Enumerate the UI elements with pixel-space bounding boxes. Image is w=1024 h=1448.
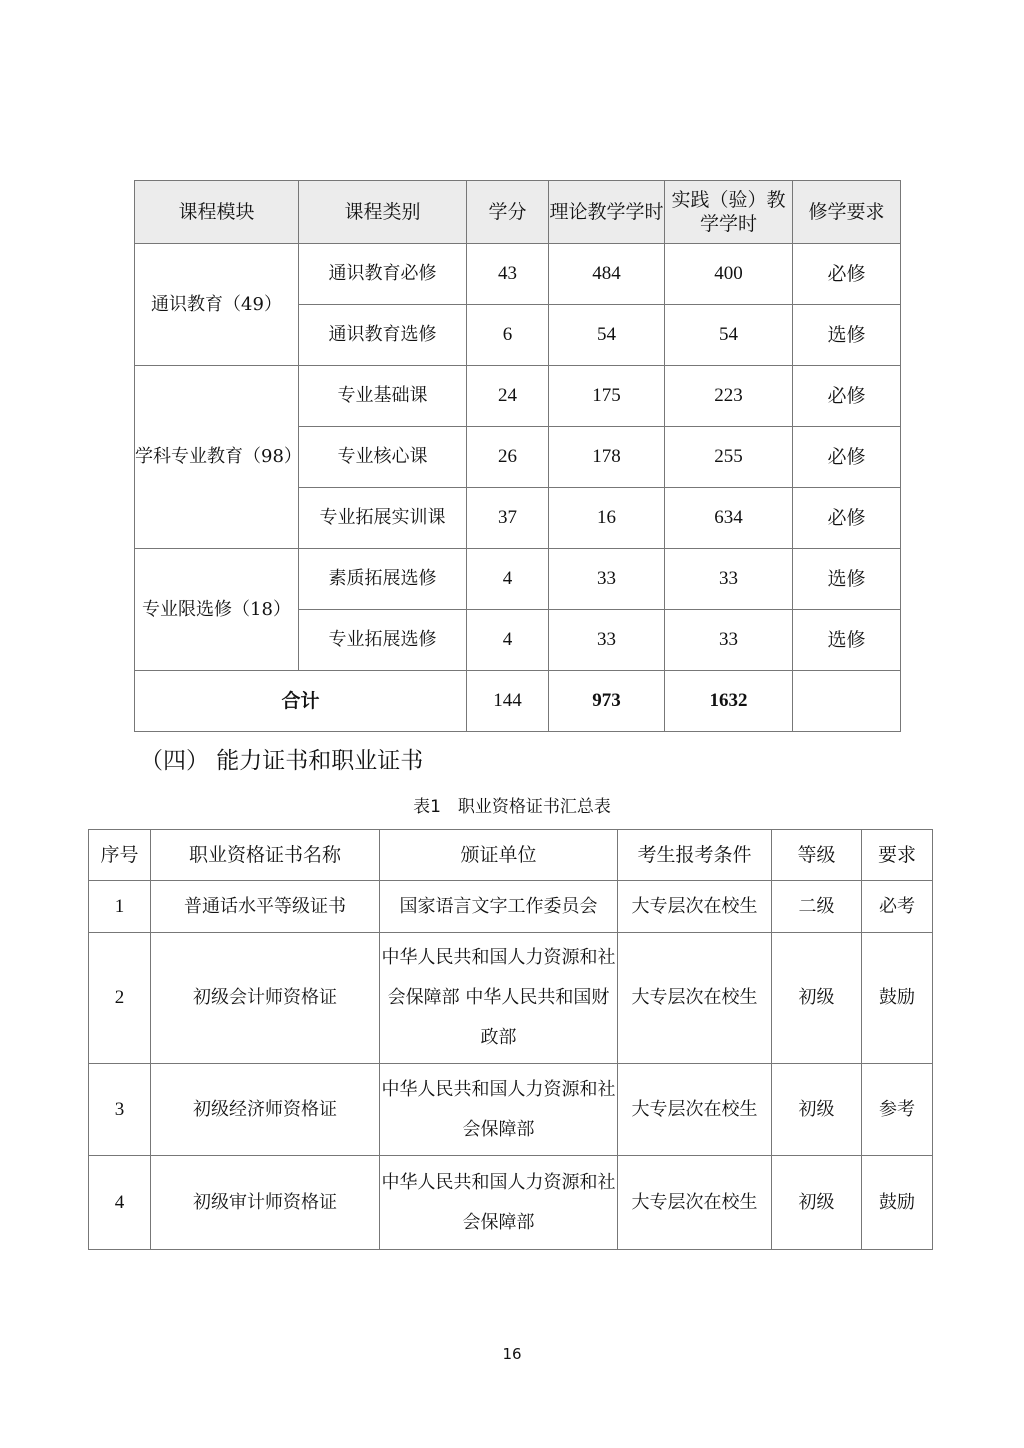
data-cell: 专业拓展选修 xyxy=(299,610,467,671)
data-cell: 选修 xyxy=(793,305,901,366)
total-practice: 1632 xyxy=(665,671,793,732)
data-cell: 16 xyxy=(549,488,665,549)
data-cell: 中华人民共和国人力资源和社会保障部 xyxy=(380,1064,618,1156)
column-header: 实践（验）教学学时 xyxy=(665,181,793,244)
table-row xyxy=(89,933,933,1064)
table-row xyxy=(135,366,901,427)
data-cell: 634 xyxy=(665,488,793,549)
data-cell: 26 xyxy=(467,427,549,488)
empty-cell xyxy=(793,671,901,732)
data-cell: 初级 xyxy=(772,1064,862,1156)
data-cell: 2 xyxy=(89,933,151,1064)
data-cell: 鼓励 xyxy=(862,1156,933,1250)
data-cell: 选修 xyxy=(793,549,901,610)
data-cell: 175 xyxy=(549,366,665,427)
data-cell: 4 xyxy=(89,1156,151,1250)
column-header: 课程类别 xyxy=(299,181,467,244)
module-cell: 专业限选修（18） xyxy=(135,549,299,671)
section-title: （四） 能力证书和职业证书 xyxy=(140,748,424,774)
certificate-table xyxy=(88,829,933,1250)
data-cell: 二级 xyxy=(772,881,862,933)
header-row xyxy=(89,830,933,881)
data-cell: 1 xyxy=(89,881,151,933)
data-cell: 大专层次在校生 xyxy=(618,1064,772,1156)
data-cell: 普通话水平等级证书 xyxy=(151,881,380,933)
column-header: 课程模块 xyxy=(135,181,299,244)
table-row xyxy=(89,1064,933,1156)
total-row xyxy=(135,671,901,732)
data-cell: 必修 xyxy=(793,427,901,488)
data-cell: 中华人民共和国人力资源和社会保障部 中华人民共和国财政部 xyxy=(380,933,618,1064)
data-cell: 必修 xyxy=(793,366,901,427)
table-row xyxy=(89,1156,933,1250)
column-header: 修学要求 xyxy=(793,181,901,244)
data-cell: 33 xyxy=(549,610,665,671)
data-cell: 400 xyxy=(665,244,793,305)
data-cell: 大专层次在校生 xyxy=(618,933,772,1064)
module-cell: 通识教育（49） xyxy=(135,244,299,366)
column-header: 考生报考条件 xyxy=(618,830,772,881)
data-cell: 通识教育选修 xyxy=(299,305,467,366)
data-cell: 3 xyxy=(89,1064,151,1156)
data-cell: 255 xyxy=(665,427,793,488)
data-cell: 必修 xyxy=(793,244,901,305)
data-cell: 33 xyxy=(665,549,793,610)
data-cell: 通识教育必修 xyxy=(299,244,467,305)
header-row xyxy=(135,181,901,244)
data-cell: 178 xyxy=(549,427,665,488)
table-caption: 表1 职业资格证书汇总表 xyxy=(413,797,611,817)
table-row xyxy=(135,549,901,610)
table-row xyxy=(135,244,901,305)
data-cell: 223 xyxy=(665,366,793,427)
total-credits: 144 xyxy=(467,671,549,732)
data-cell: 参考 xyxy=(862,1064,933,1156)
data-cell: 国家语言文字工作委员会 xyxy=(380,881,618,933)
data-cell: 大专层次在校生 xyxy=(618,1156,772,1250)
column-header: 职业资格证书名称 xyxy=(151,830,380,881)
data-cell: 大专层次在校生 xyxy=(618,881,772,933)
column-header: 颁证单位 xyxy=(380,830,618,881)
data-cell: 4 xyxy=(467,610,549,671)
page-number: 16 xyxy=(502,1345,522,1363)
column-header: 要求 xyxy=(862,830,933,881)
table-row xyxy=(89,881,933,933)
module-cell: 学科专业教育（98） xyxy=(135,366,299,549)
data-cell: 中华人民共和国人力资源和社会保障部 xyxy=(380,1156,618,1250)
column-header: 学分 xyxy=(467,181,549,244)
data-cell: 鼓励 xyxy=(862,933,933,1064)
data-cell: 专业拓展实训课 xyxy=(299,488,467,549)
data-cell: 初级经济师资格证 xyxy=(151,1064,380,1156)
data-cell: 初级 xyxy=(772,1156,862,1250)
data-cell: 专业基础课 xyxy=(299,366,467,427)
data-cell: 素质拓展选修 xyxy=(299,549,467,610)
data-cell: 必考 xyxy=(862,881,933,933)
data-cell: 4 xyxy=(467,549,549,610)
data-cell: 54 xyxy=(549,305,665,366)
column-header: 序号 xyxy=(89,830,151,881)
data-cell: 选修 xyxy=(793,610,901,671)
data-cell: 24 xyxy=(467,366,549,427)
column-header: 等级 xyxy=(772,830,862,881)
data-cell: 必修 xyxy=(793,488,901,549)
data-cell: 初级审计师资格证 xyxy=(151,1156,380,1250)
data-cell: 初级 xyxy=(772,933,862,1064)
curriculum-table xyxy=(134,180,901,732)
data-cell: 37 xyxy=(467,488,549,549)
column-header: 理论教学学时 xyxy=(549,181,665,244)
total-label: 合计 xyxy=(135,671,467,732)
data-cell: 6 xyxy=(467,305,549,366)
total-theory: 973 xyxy=(549,671,665,732)
data-cell: 54 xyxy=(665,305,793,366)
data-cell: 初级会计师资格证 xyxy=(151,933,380,1064)
data-cell: 33 xyxy=(549,549,665,610)
data-cell: 43 xyxy=(467,244,549,305)
data-cell: 484 xyxy=(549,244,665,305)
data-cell: 33 xyxy=(665,610,793,671)
data-cell: 专业核心课 xyxy=(299,427,467,488)
